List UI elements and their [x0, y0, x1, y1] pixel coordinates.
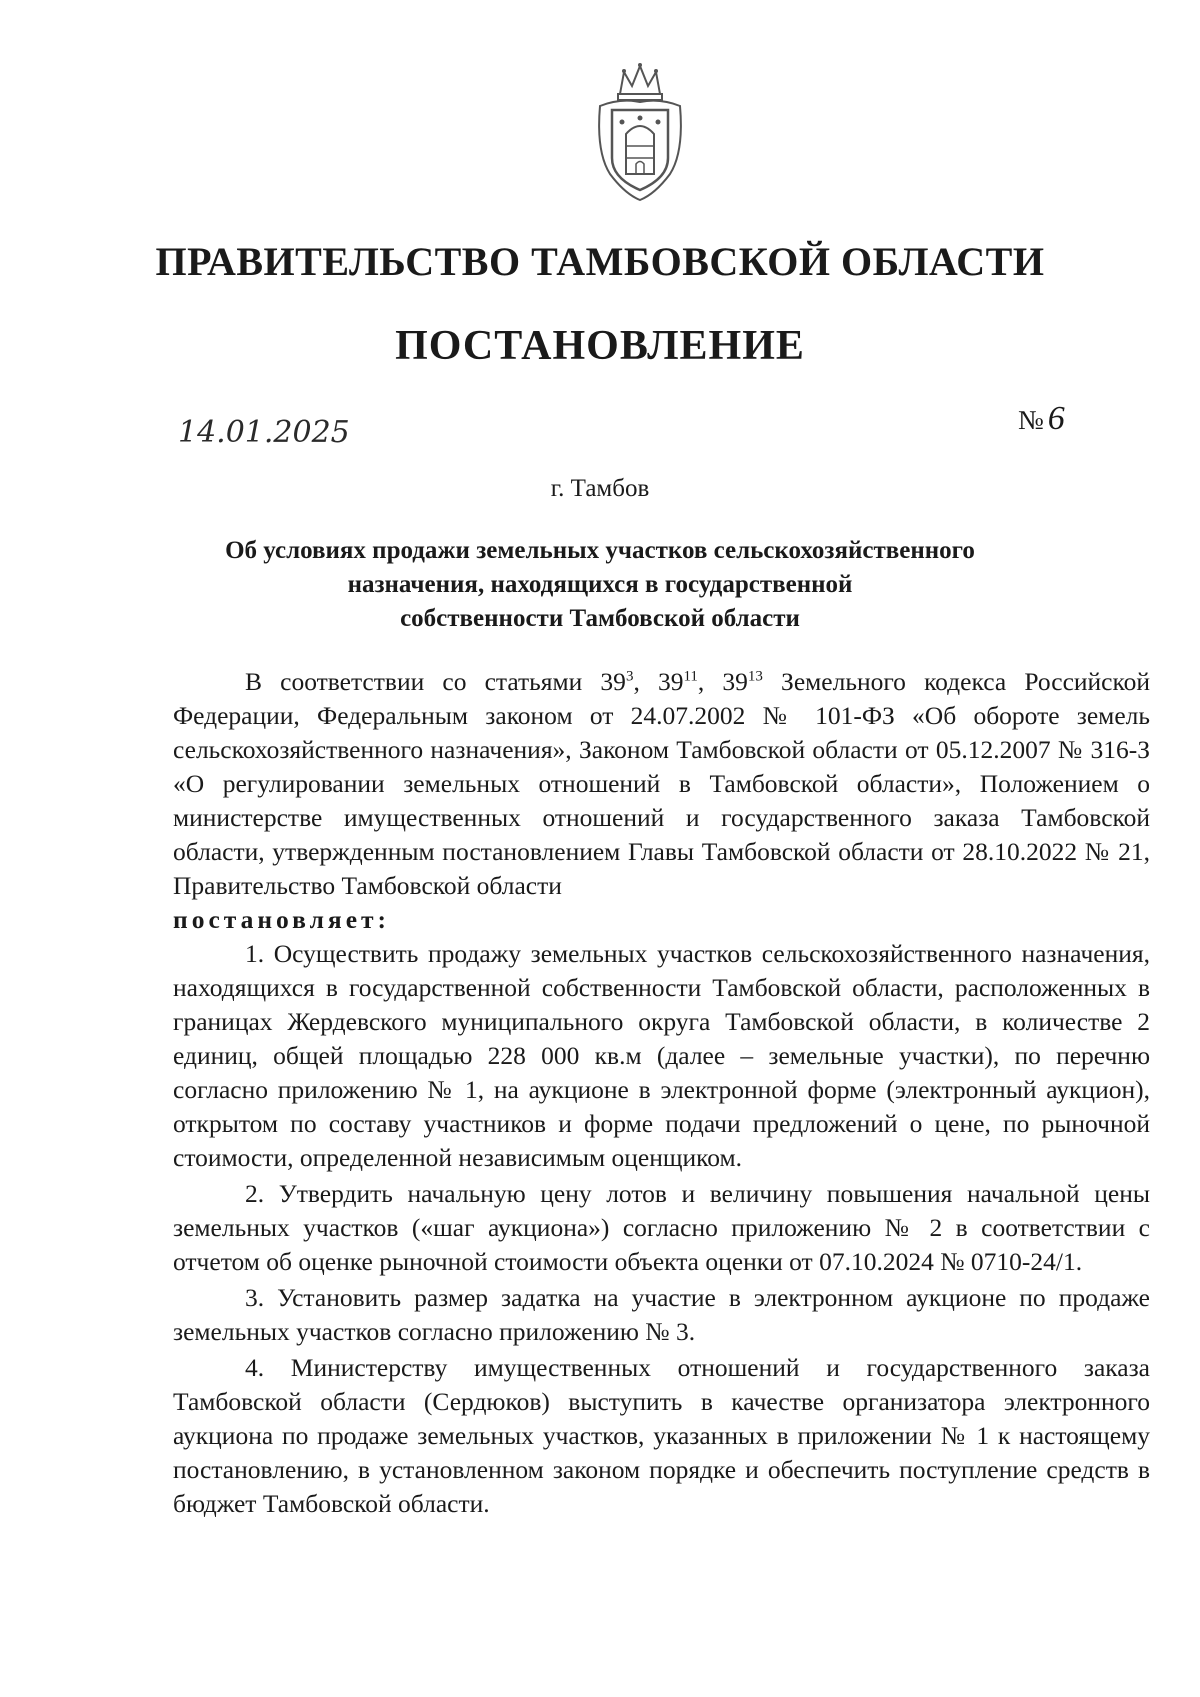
coat-of-arms-icon — [590, 62, 690, 202]
document-number — [1018, 400, 1065, 438]
number-label: № — [1018, 405, 1044, 435]
subject-line: собственности Тамбовской области — [400, 605, 800, 632]
document-subject — [160, 534, 1040, 636]
organization-title: ПРАВИТЕЛЬСТВО ТАМБОВСКОЙ ОБЛАСТИ — [155, 239, 1045, 284]
decree-item: 2. Утвердить начальную цену лотов и величину повышения начальной цены земельных участков («шаг аукциона») согласно приложению № 2 в соответствии с отчетом об оценке рыночной стоимости объекта оценки от 07.10.2024 № 0710-24/1. — [173, 1179, 1150, 1276]
decree-item: 4. Министерству имущественных отношений и государственного заказа Тамбовской области (Сердюков) выступить в качестве организатора электронного аукциона по продаже земельных участков, указанных в приложении № 1 к настоящему постановлению, в установленном законом порядке и обеспечить поступление средств в бюджет Тамбовской области. — [173, 1353, 1150, 1518]
preamble-paragraph: В соответствии со статьями $39^3$, $39^{11}$, $39^{13}$ Земельного кодекса Российской Федерации, Федеральным законом от 24.07.2002 № 101-ФЗ «Об обороте земель сельскохозяйственного назначения», Законом Тамбовской области от 05.12.2007 № 316-З «О регулировании земельных отношений в Тамбовской области», Положением о министерстве имущественных отношений и государственного заказа Тамбовской области, утвержденным постановлением Главы Тамбовской области от 28.10.2022 № 21, Правительство Тамбовской области — [173, 667, 1150, 900]
document-date: 14.01.2025 — [178, 415, 350, 450]
document-body — [173, 665, 1150, 1523]
decree-item: 1. Осуществить продажу земельных участков сельскохозяйственного назначения, находящихся в государственной собственности Тамбовской области, расположенных в границах Жердевского муниципального округа Тамбовской области, в количестве 2 единиц, общей площадью 228 000 кв.м (далее – земельные участки), по перечню согласно приложению № 1, на аукционе в электронной форме (электронный аукцион), открытом по составу участников и форме подачи предложений о цене, по рыночной стоимости, определенной независимым оценщиком. — [173, 939, 1150, 1172]
subject-line: назначения, находящихся в государственной — [347, 571, 853, 598]
document-type: ПОСТАНОВЛЕНИЕ — [395, 323, 805, 369]
decree-item: 3. Установить размер задатка на участие в электронном аукционе по продаже земельных участков согласно приложению № 3. — [173, 1283, 1150, 1346]
document-city: г. Тамбов — [550, 475, 650, 502]
number-value: 6 — [1047, 400, 1065, 437]
subject-line: Об условиях продажи земельных участков сельскохозяйственного — [225, 537, 975, 564]
decree-word: постановляет: — [173, 905, 391, 934]
